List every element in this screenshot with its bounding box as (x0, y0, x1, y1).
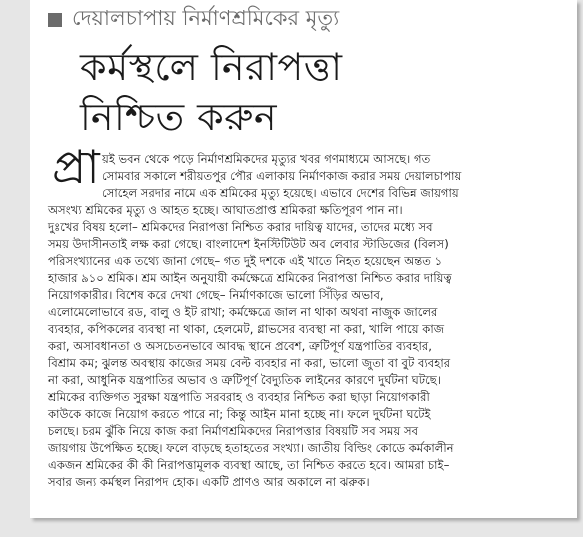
body-line: হাজার ৯১০ শ্রমিক। শ্রম আইন অনুযায়ী কর্মক্ষেত্রে শ্রমিকের নিরাপত্তা নিশ্চিত করার দায়িত্ব (48, 271, 452, 285)
body-line: এলোমেলোভাবে রড, বালু ও ইট রাখা; কর্মক্ষেত্রে জাল না থাকা অথবা নাজুক জালের (48, 305, 438, 319)
body-line: সোমবার সকালে শরীয়তপুর পৌর এলাকায় নির্মাণকাজ করার সময় দেয়ালচাপায় (102, 169, 462, 183)
body-line: করা, অসাবধানতা ও অসচেতনভাবে আবদ্ধ স্থানে প্রবেশ, ত্রুটিপূর্ণ যন্ত্রপাতির ব্যবহার, (48, 339, 432, 353)
body-line: পরিসংখ্যানের এক তথ্যে জানা গেছে– গত দুই দশকে এই খাতে নিহত হয়েছেন অন্তত ১ (48, 254, 443, 268)
body-line: নিয়োগকারীর। বিশেষ করে দেখা গেছে– নির্মাণকাজে ভালো সিঁড়ির অভাব, (48, 288, 384, 302)
body-line: সবার জন্য কর্মস্থল নিরাপদ হোক। একটি প্রাণও আর অকালে না ঝরুক। (48, 475, 370, 489)
kicker-text: দেয়ালচাপায় নির্মাণশ্রমিকের মৃত্যু (72, 6, 340, 30)
body-line: অসংখ্য শ্রমিকের মৃত্যু ও আহত হচ্ছে। আঘাতপ্রাপ্ত শ্রমিকরা ক্ষতিপূরণ পান না। (48, 203, 403, 217)
body-line: একজন শ্রমিকের কী কী নিরাপত্তামূলক ব্যবস্থা আছে, তা নিশ্চিত করতে হবে। আমরা চাই– (48, 458, 450, 472)
body-line: দুঃখের বিষয় হলো– শ্রমিকদের নিরাপত্তা নিশ্চিত করার দায়িত্ব যাদের, তাদের মধ্যে সব (48, 220, 433, 234)
body-line: না করা, আধুনিক যন্ত্রপাতির অভাব ও ত্রুটিপূর্ণ বৈদ্যুতিক লাইনের কারণে দুর্ঘটনা ঘটছে। (48, 373, 441, 387)
headline-line-1: কর্মস্থলে নিরাপত্তা (80, 45, 343, 89)
body-line: ব্যবহার, কপিকলের ব্যবস্থা না থাকা, হেলমেট, গ্লাভসের ব্যবস্থা না করা, খালি পায়ে কাজ (48, 322, 445, 336)
body-line: সময় উদাসীনতাই লক্ষ করা গেছে। বাংলাদেশ ইনস্টিটিউট অব লেবার স্টাডিজের (বিলস) (48, 237, 449, 251)
body-line: চলছে। চরম ঝুঁকি নিয়ে কাজ করা নির্মাণশ্রমিকদের নিরাপত্তার বিষয়টি সব সময় সব (48, 424, 419, 438)
kicker-square-icon (48, 13, 62, 27)
headline-line-2: নিশ্চিত করুন (80, 95, 278, 139)
body-line: কাউকে কাজে নিয়োগ করতে পারে না; কিন্তু আইন মানা হচ্ছে না। ফলে দুর্ঘটনা ঘটেই (48, 407, 431, 421)
body-line: সোহেল সরদার নামে এক শ্রমিকের মৃত্যু হয়েছে। এভাবে দেশের বিভিন্ন জায়গায় (102, 186, 459, 200)
body-line: য়ই ভবন থেকে পড়ে নির্মাণশ্রমিকদের মৃত্যুর খবর গণমাধ্যমে আসছে। গত (102, 152, 431, 166)
newspaper-clipping (30, 0, 577, 518)
kicker-row (48, 2, 339, 37)
body-line: জায়গায় উপেক্ষিত হচ্ছে। ফলে বাড়ছে হতাহতের সংখ্যা। জাতীয় বিল্ডিং কোডে কর্মকালীন (48, 441, 454, 455)
body-line: বিশ্রাম কম; ঝুলন্ত অবস্থায় কাজের সময় বেল্ট ব্যবহার না করা, ভালো জুতা বা বুট ব্যবহার (48, 356, 451, 370)
drop-cap: প্রা (52, 140, 100, 194)
body-line: শ্রমিকের ব্যক্তিগত সুরক্ষা যন্ত্রপাতি সরবরাহ ও ব্যবহার নিশ্চিত করা ছাড়া নিয়োগকারী (48, 390, 430, 404)
